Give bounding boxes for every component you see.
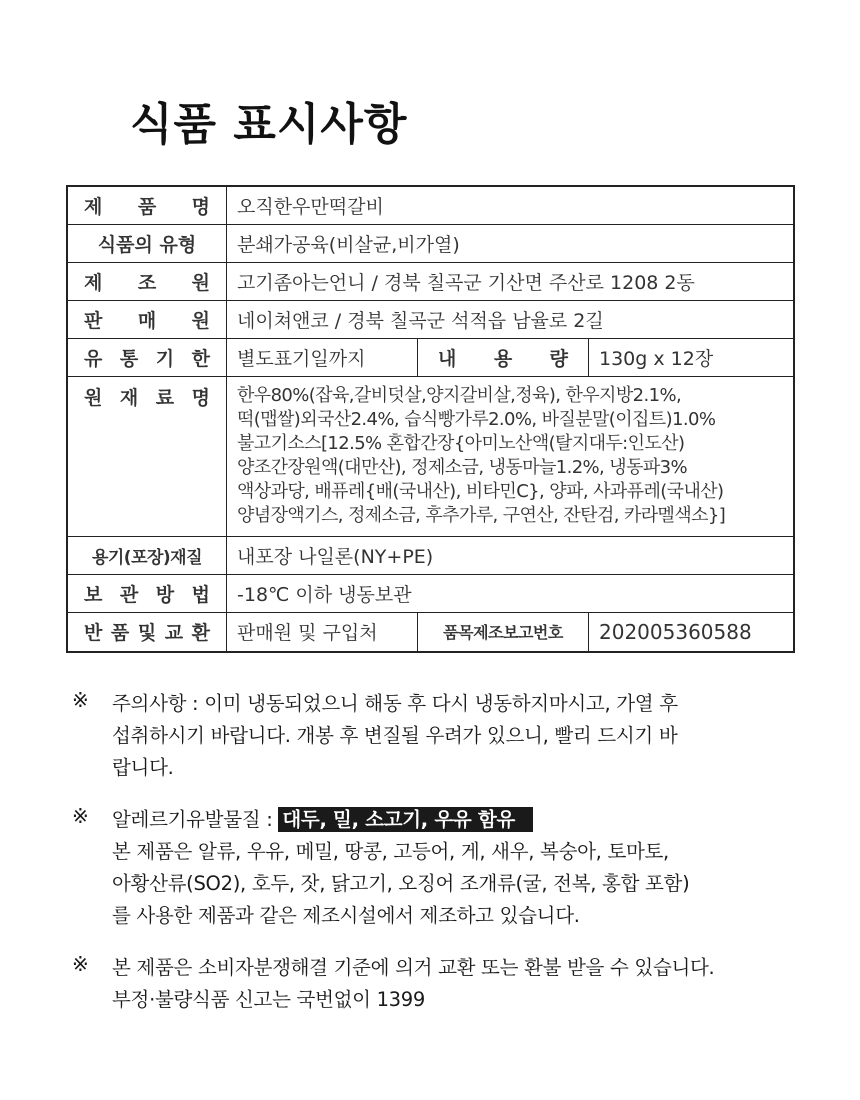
food-label-table <box>66 185 795 653</box>
row-ingredients <box>67 376 794 536</box>
allergy-line: 를 사용한 제품과 같은 제조시설에서 제조하고 있습니다. <box>112 904 580 927</box>
allergy-line: 아황산류(SO2), 호두, 잣, 닭고기, 오징어 조개류(굴, 전복, 홍합 포함) <box>112 872 690 895</box>
label-food-type: 식품의 유형 <box>67 224 227 262</box>
row-expiry-volume <box>67 338 794 376</box>
value-packaging: 내포장 나일론(NY+PE) <box>227 536 795 574</box>
notes-section <box>72 688 802 1036</box>
value-volume: 130g x 12장 <box>589 338 795 376</box>
reference-mark: ※ <box>72 804 89 828</box>
caution-line: 섭취하시기 바랍니다. 개봉 후 변질될 우려가 있으니, 빨리 드시기 바 <box>112 724 678 747</box>
allergy-line: 본 제품은 알류, 우유, 메밀, 땅콩, 고등어, 게, 새우, 복숭아, 토마토, <box>112 840 669 863</box>
value-returns: 판매원 및 구입처 <box>227 612 418 652</box>
ingredient-line: 양념장액기스, 정제소금, 후추가루, 구연산, 잔탄검, 카라멜색소}] <box>237 505 726 526</box>
allergy-text <box>112 804 689 932</box>
row-packaging <box>67 536 794 574</box>
row-storage <box>67 574 794 612</box>
label-expiry: 유 통 기 한 <box>67 338 227 376</box>
row-manufacturer <box>67 262 794 300</box>
ingredient-line: 떡(맵쌀)외국산2.4%, 습식빵가루2.0%, 바질분말(이집트)1.0% <box>237 409 716 430</box>
label-packaging: 용기(포장)재질 <box>67 536 227 574</box>
label-ingredients: 원 재 료 명 <box>67 376 227 536</box>
value-storage: -18℃ 이하 냉동보관 <box>227 574 795 612</box>
allergy-highlight: 대두, 밀, 소고기, 우유 함유 <box>278 807 533 832</box>
label-manufacturer: 제 조 원 <box>67 262 227 300</box>
value-expiry: 별도표기일까지 <box>227 338 418 376</box>
row-seller <box>67 300 794 338</box>
value-manufacturer: 고기좀아는언니 / 경북 칠곡군 기산면 주산로 1208 2동 <box>227 262 795 300</box>
consumer-line: 부정·불량식품 신고는 국번없이 1399 <box>112 988 426 1011</box>
ingredient-line: 양조간장원액(대만산), 정제소금, 냉동마늘1.2%, 냉동파3% <box>237 457 688 478</box>
label-product-name-text: 제 품 명 <box>84 195 210 218</box>
value-seller: 네이쳐앤코 / 경북 칠곡군 석적읍 남율로 2길 <box>227 300 795 338</box>
allergy-heading <box>112 804 689 836</box>
consumer-text <box>112 952 714 1016</box>
value-report-no: 202005360588 <box>589 612 795 652</box>
value-product-name: 오직한우만떡갈비 <box>227 186 795 224</box>
value-ingredients <box>227 376 795 536</box>
ingredient-line: 액상과당, 배퓨레{배(국내산), 비타민C}, 양파, 사과퓨레(국내산) <box>237 481 724 502</box>
row-food-type <box>67 224 794 262</box>
row-product-name <box>67 186 794 224</box>
label-report-no: 품목제조보고번호 <box>418 612 589 652</box>
page-title: 식품 표시사항 <box>130 99 408 150</box>
value-food-type: 분쇄가공육(비살균,비가열) <box>227 224 795 262</box>
caution-line: 랍니다. <box>112 756 174 779</box>
consumer-line: 본 제품은 소비자분쟁해결 기준에 의거 교환 또는 환불 받을 수 있습니다. <box>112 956 715 979</box>
label-storage: 보 관 방 법 <box>67 574 227 612</box>
row-returns <box>67 612 794 652</box>
label-volume: 내 용 량 <box>418 338 589 376</box>
reference-mark: ※ <box>72 952 89 976</box>
caution-line: 주의사항 : 이미 냉동되었으니 해동 후 다시 냉동하지마시고, 가열 후 <box>112 692 678 715</box>
caution-text <box>112 688 678 784</box>
ingredient-line: 불고기소스[12.5% 혼합간장{아미노산액(탈지대두:인도산) <box>237 433 685 454</box>
label-product-name <box>67 186 227 224</box>
ingredient-line: 한우80%(잡육,갈비덧살,양지갈비살,정육), 한우지방2.1%, <box>237 385 682 406</box>
caution-note <box>72 688 802 784</box>
label-returns: 반 품 및 교 환 <box>67 612 227 652</box>
consumer-note <box>72 952 802 1016</box>
reference-mark: ※ <box>72 688 89 712</box>
allergy-label: 알레르기유발물질 : <box>112 808 279 831</box>
allergy-note <box>72 804 802 932</box>
label-seller: 판 매 원 <box>67 300 227 338</box>
